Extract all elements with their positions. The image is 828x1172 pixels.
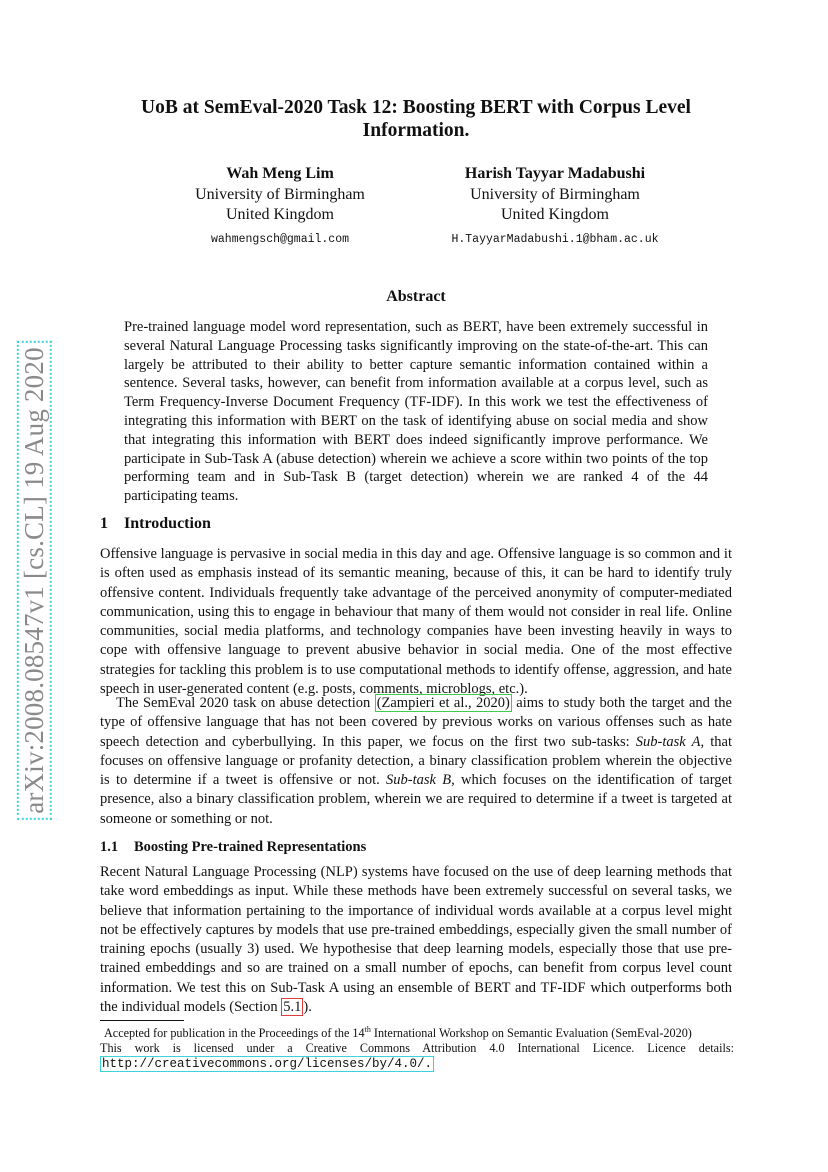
footnote-rule xyxy=(100,1020,184,1021)
author-affiliation: University of Birmingham xyxy=(470,186,640,203)
arxiv-identifier[interactable]: arXiv:2008.08547v1 [cs.CL] 19 Aug 2020 xyxy=(17,341,52,820)
subsection-heading xyxy=(100,839,366,856)
author-name: Wah Meng Lim xyxy=(226,165,334,182)
author-affiliation: University of Birmingham xyxy=(195,186,365,203)
intro-paragraph-2: The SemEval 2020 task on abuse detection (Zampieri et al., 2020) aims to study both the target and the type of offensive language that has not been covered by previous works on various offenses such as hate speech detection and cyberbullying. In this paper, we focus on the first two sub-tasks: Sub-task A, that focuses on offensive language or profanity detection, a binary classification problem wherein the objective is to determine if a tweet is offensive or not. Sub-task B, which focuses on the identification of target presence, also a binary classification problem, wherein we are required to determine if a tweet is targeted at someone or something or not. xyxy=(100,695,732,827)
author-country: United Kingdom xyxy=(226,206,334,223)
footnote-line-1: Accepted for publication in the Proceedings of the 14th International Workshop on Semantic Evaluation (SemEval-2020) xyxy=(104,1025,692,1041)
section-title: Introduction xyxy=(124,515,211,532)
author-email[interactable]: H.TayyarMadabushi.1@bham.ac.uk xyxy=(451,233,659,246)
section-heading-introduction xyxy=(100,515,211,533)
title-line-2: Information. xyxy=(362,120,470,141)
citation-link[interactable]: (Zampieri et al., 2020) xyxy=(376,695,510,711)
abstract-heading: Abstract xyxy=(386,288,446,305)
section-number: 1 xyxy=(100,515,108,532)
section-reference-link[interactable]: 5.1 xyxy=(283,999,302,1016)
arxiv-sidebar xyxy=(14,330,54,830)
author-country: United Kingdom xyxy=(501,206,609,223)
subsection-number: 1.1 xyxy=(100,839,119,855)
footnote xyxy=(100,1022,734,1072)
subsection-paragraph: Recent Natural Language Processing (NLP) systems have focused on the use of deep learning methods that take word embeddings as input. While these methods have been extremely successful on several tasks, we believe that information pertaining to the importance of individual words available at a corpus level might not be effectively captures by models that use pre-trained embeddings, especially given the small number of training epochs (usually 3) used. We hypothesise that deep learning models, especially those that use pre-trained embeddings and so are trained on a small number of epochs, can benefit from corpus level count information. We test this on Sub-Task A using an ensemble of BERT and TF-IDF which outperforms both the individual models (Section 5.1 ). xyxy=(100,864,732,1016)
subsection-title: Boosting Pre-trained Representations xyxy=(134,839,367,855)
title-line-1: UoB at SemEval-2020 Task 12: Boosting BERT with Corpus Level xyxy=(141,97,691,118)
paper-title xyxy=(100,96,732,142)
subtask-a-term: Sub-task A xyxy=(635,733,701,750)
subtask-b-term: Sub-task B xyxy=(386,772,452,789)
author-email[interactable]: wahmengsch@gmail.com xyxy=(210,233,350,246)
footnote-line-2: This work is licensed under a Creative Commons Attribution 4.0 International Licence. Licence details: xyxy=(100,1041,734,1056)
license-url-link[interactable]: http://creativecommons.org/licenses/by/4.0/. xyxy=(102,1057,433,1072)
author-block-1 xyxy=(170,164,390,250)
intro-paragraph-1: Offensive language is pervasive in social media in this day and age. Offensive language is so common and it is often used as emphasis instead of its semantic meaning, because of this, it can be hard to identify truly offensive content. Individuals frequently take advantage of the perceived anonymity of computer-mediated communication, using this to engage in behaviour that many of them would not consider in real life. Online communities, social media platforms, and technology companies have been investing heavily in ways to cope with offensive language to prevent abusive behavior in social media. One of the most effective strategies for tackling this problem is to use computational methods to identify offense, aggression, and hate speech in user-generated content (e.g. posts, comments, microblogs, etc.). xyxy=(100,546,732,698)
author-name: Harish Tayyar Madabushi xyxy=(464,165,646,182)
abstract-text: Pre-trained language model word representation, such as BERT, have been extremely successful in several Natural Language Processing tasks significantly improving on the state-of-the-art. This can largely be attributed to their ability to better capture semantic information contained within a sentence. Several tasks, however, can benefit from information available at a corpus level, such as Term Frequency-Inverse Document Frequency (TF-IDF). In this work we test the effectiveness of integrating this information with BERT on the task of identifying abuse on social media and show that integrating this information with BERT does indeed significantly improve performance. We participate in Sub-Task A (abuse detection) wherein we achieve a score within two points of the top performing team and in Sub-Task B (target detection) wherein we are ranked 4 of the 44 participating teams. xyxy=(124,319,708,505)
author-block-2 xyxy=(420,164,690,250)
